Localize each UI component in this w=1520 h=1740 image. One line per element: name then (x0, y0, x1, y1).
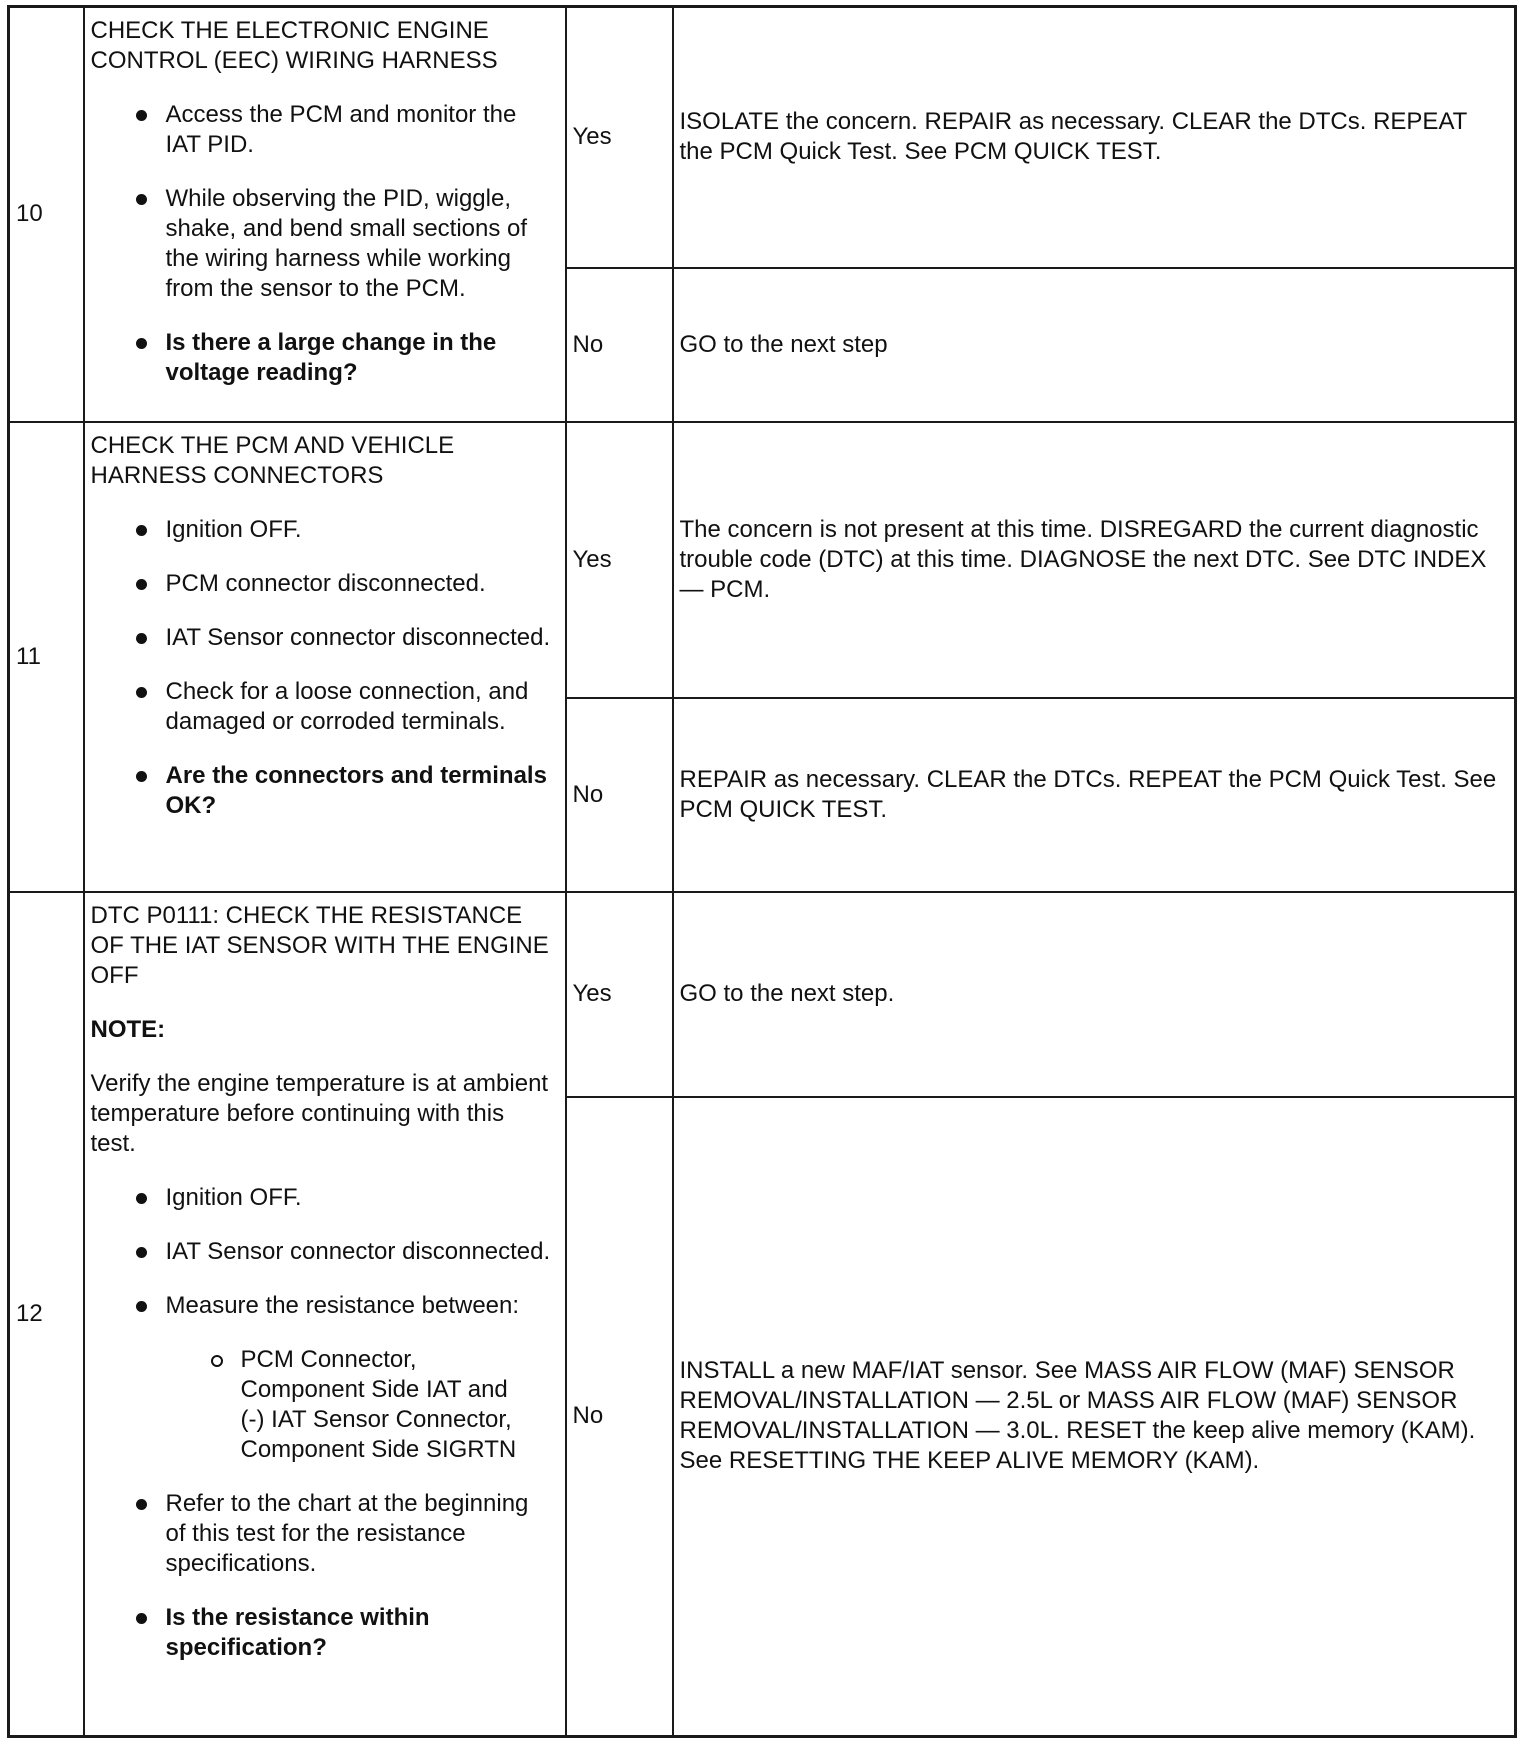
step-bullet: IAT Sensor connector disconnected. (91, 1237, 553, 1267)
step-bullet: While observing the PID, wiggle, shake, and bend small sections of the wiring harness while working from the sensor to the PCM. (91, 184, 553, 304)
answer-no-label: No (566, 1097, 673, 1737)
step-bullet: PCM connector disconnected. (91, 569, 553, 599)
step-action (84, 892, 566, 1737)
step-question: Are the connectors and terminals OK? (91, 761, 553, 821)
answer-no-label: No (566, 268, 673, 422)
step-row-10-yes (9, 7, 1516, 268)
step-number: 12 (9, 892, 84, 1737)
answer-yes-result: The concern is not present at this time. DISREGARD the current diagnostic trouble code (DTC) at this time. DIAGNOSE the next DTC. See DTC INDEX — PCM. (673, 422, 1516, 698)
step-question: Is the resistance within specification? (91, 1603, 553, 1663)
step-bullet-list (91, 100, 553, 388)
step-row-12-yes (9, 892, 1516, 1097)
answer-yes-result: ISOLATE the concern. REPAIR as necessary. CLEAR the DTCs. REPEAT the PCM Quick Test. See PCM QUICK TEST. (673, 7, 1516, 268)
diagnostic-test-table (7, 5, 1517, 1738)
step-bullet-with-sublist (91, 1291, 553, 1465)
step-sub-bullet-list (166, 1345, 553, 1465)
answer-no-result: INSTALL a new MAF/IAT sensor. See MASS AIR FLOW (MAF) SENSOR REMOVAL/INSTALLATION — 2.5L or MASS AIR FLOW (MAF) SENSOR REMOVAL/INSTALLATION — 3.0L. RESET the keep alive memory (KAM). See RESETTING THE KEEP ALIVE MEMORY (KAM). (673, 1097, 1516, 1737)
answer-no-label: No (566, 698, 673, 892)
step-bullet-list (91, 515, 553, 821)
step-bullet: Access the PCM and monitor the IAT PID. (91, 100, 553, 160)
step-heading: CHECK THE ELECTRONIC ENGINE CONTROL (EEC) WIRING HARNESS (90, 17, 498, 74)
answer-yes-label: Yes (566, 7, 673, 268)
step-bullet: IAT Sensor connector disconnected. (91, 623, 553, 653)
note-label: NOTE: (90, 1015, 166, 1043)
answer-yes-label: Yes (566, 892, 673, 1097)
step-heading: DTC P0111: CHECK THE RESISTANCE OF THE IAT SENSOR WITH THE ENGINE OFF (90, 901, 549, 989)
step-row-11-yes (9, 422, 1516, 698)
answer-yes-label: Yes (566, 422, 673, 698)
step-number: 11 (9, 422, 84, 892)
step-heading: CHECK THE PCM AND VEHICLE HARNESS CONNECTORS (90, 431, 455, 489)
step-bullet: Ignition OFF. (91, 1183, 553, 1213)
step-action (84, 7, 566, 422)
answer-yes-result: GO to the next step. (673, 892, 1516, 1097)
step-bullet-list (91, 1183, 553, 1663)
answer-no-result: REPAIR as necessary. CLEAR the DTCs. REPEAT the PCM Quick Test. See PCM QUICK TEST. (673, 698, 1516, 892)
step-question: Is there a large change in the voltage reading? (91, 328, 553, 388)
step-bullet: Refer to the chart at the beginning of this test for the resistance specifications. (91, 1489, 553, 1579)
note-text: Verify the engine temperature is at ambient temperature before continuing with this test. (90, 1069, 549, 1157)
step-bullet: Check for a loose connection, and damaged or corroded terminals. (91, 677, 553, 737)
step-bullet: Ignition OFF. (91, 515, 553, 545)
step-bullet-text: Measure the resistance between: (165, 1291, 520, 1319)
answer-no-result: GO to the next step (673, 268, 1516, 422)
step-number: 10 (9, 7, 84, 422)
step-sub-bullet: PCM Connector, Component Side IAT and (-) IAT Sensor Connector, Component Side SIGRTN (166, 1345, 553, 1465)
step-action (84, 422, 566, 892)
